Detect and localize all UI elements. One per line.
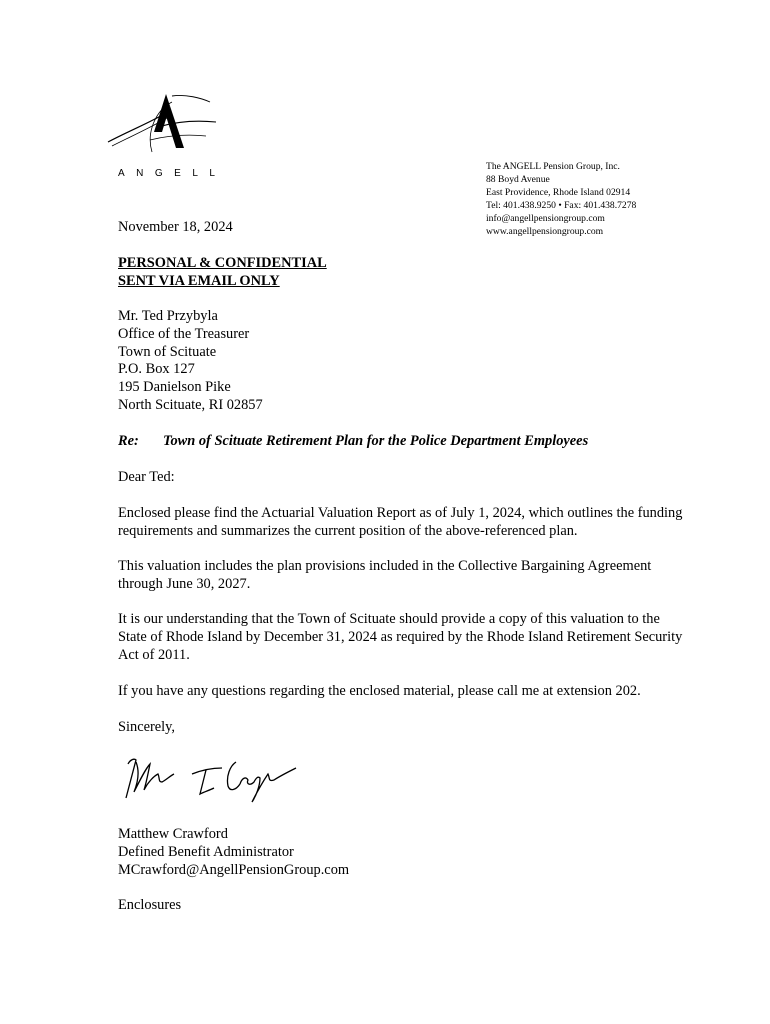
letter-date: November 18, 2024 (118, 219, 233, 235)
company-email: info@angellpensiongroup.com (486, 212, 605, 224)
company-website: www.angellpensiongroup.com (486, 225, 604, 237)
recipient-po-box: P.O. Box 127 (118, 361, 195, 378)
body-paragraph: Enclosed please find the Actuarial Valuation Report as of July 1, 2024, which outlines the funding requirements and summarizes the current position of the above-referenced plan. (118, 505, 683, 539)
recipient-city: North Scituate, RI 02857 (118, 396, 263, 413)
subject-line (118, 433, 588, 451)
salutation: Dear Ted: (118, 469, 175, 485)
company-address-block (486, 161, 636, 238)
body-paragraph: This valuation includes the plan provisions included in the Collective Bargaining Agreement through June 30, 2027. (118, 558, 652, 592)
subject-text: Town of Scituate Retirement Plan for the Police Department Employees (163, 433, 589, 449)
recipient-address (118, 308, 263, 415)
enclosures-note: Enclosures (118, 897, 182, 913)
company-city: East Providence, Rhode Island 02914 (486, 186, 631, 198)
email-only-line: SENT VIA EMAIL ONLY (118, 272, 280, 289)
confidential-line: PERSONAL & CONFIDENTIAL (118, 255, 327, 271)
recipient-street: 195 Danielson Pike (118, 379, 231, 396)
logo-wordmark: ANGELL (118, 168, 227, 179)
recipient-town: Town of Scituate (118, 343, 217, 360)
company-name: The ANGELL Pension Group, Inc. (486, 161, 620, 172)
signer-name: Matthew Crawford (118, 826, 228, 842)
subject-label: Re: (118, 433, 139, 449)
body-paragraph: If you have any questions regarding the enclosed material, please call me at extension 202. (118, 683, 641, 699)
company-phone-fax: Tel: 401.438.9250 • Fax: 401.438.7278 (486, 199, 637, 211)
angell-logo-icon (106, 92, 218, 154)
signer-title: Defined Benefit Administrator (118, 843, 294, 860)
closing: Sincerely, (118, 719, 176, 735)
company-street: 88 Boyd Avenue (486, 173, 550, 185)
signer-email: MCrawford@AngellPensionGroup.com (118, 861, 350, 878)
confidential-notice (118, 255, 327, 291)
handwritten-signature (118, 752, 303, 806)
recipient-office: Office of the Treasurer (118, 325, 250, 342)
body-paragraph: It is our understanding that the Town of Scituate should provide a copy of this valuation to the State of Rhode Island by December 31, 2024 as required by the Rhode Island Retirement Security Act of 2011. (118, 611, 683, 663)
recipient-name: Mr. Ted Przybyla (118, 308, 218, 324)
signer-block (118, 826, 349, 879)
